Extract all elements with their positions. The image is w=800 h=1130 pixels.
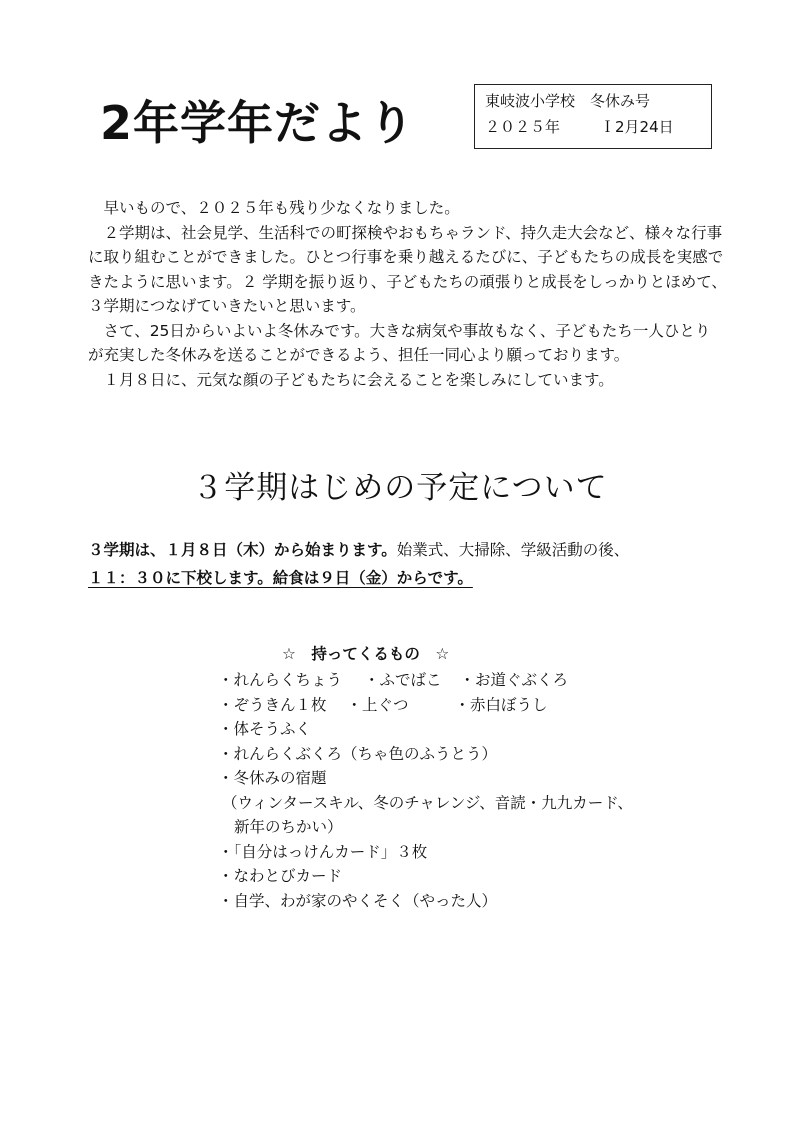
item-akashiro-boushi: ・赤白ぼうし	[454, 695, 548, 714]
school-issue: 東岐波小学校 冬休み号	[485, 92, 651, 110]
item-uwagutsu: ・上ぐつ	[346, 695, 409, 714]
list-item: ・冬休みの宿題	[218, 769, 327, 787]
bring-heading: ☆ 持ってくるもの ☆	[282, 645, 450, 663]
intro-text	[88, 196, 738, 392]
intro-paragraph: ２学期は、社会見学、生活科での町探検やおもちゃランド、持久走大会など、様々な行事	[103, 223, 723, 242]
issue-info-box	[474, 84, 712, 149]
list-item: ・自学、わが家のやくそく（やった人）	[218, 891, 498, 910]
intro-line: きたように思います。２ 学期を振り返り、子どもたちの頑張りと成長をしっかりとほめて、	[88, 272, 727, 291]
dismissal-note: １１：３０に下校します。給食は９日（金）からです。	[88, 569, 473, 587]
intro-paragraph: １月８日に、元気な顔の子どもたちに会えることを楽しみにしています。	[103, 370, 614, 389]
list-item-detail: 新年のちかい）	[234, 818, 343, 836]
intro-line: に取り組むことができました。ひとつ行事を乗り越えるたびに、子どもたちの成長を実感で	[88, 248, 724, 266]
list-item: ・なわとびカード	[218, 867, 343, 885]
list-item-detail: （ウィンタースキル、冬のチャレンジ、音読・九九カード、	[222, 793, 633, 812]
bring-list	[218, 668, 633, 913]
list-item: ・れんらくぶくろ（ちゃ色のふうとう）	[218, 744, 498, 763]
schedule-start: ３学期は、１月８日（木）から始まります。	[88, 541, 397, 559]
item-renrakucho: ・れんらくちょう	[218, 671, 343, 689]
list-item: ・体そうふく	[218, 720, 312, 738]
intro-paragraph: 早いもので、２０２５年も残り少なくなりました。	[103, 199, 460, 217]
item-dougubukuro: ・お道ぐぶくろ	[459, 671, 569, 689]
intro-line: が充実した冬休みを送ることができるよう、担任一同心より願っております。	[88, 346, 630, 364]
section-title: ３学期はじめの予定について	[192, 470, 608, 506]
item-zoukin: ・ぞうきん１枚	[218, 695, 327, 714]
list-item	[218, 693, 633, 718]
issue-date-row	[485, 116, 674, 137]
schedule-activities: 始業式、大掃除、学級活動の後、	[396, 541, 630, 559]
schedule-text	[88, 536, 738, 592]
list-item: ・「自分はっけんカード」３枚	[218, 842, 428, 861]
intro-line: ３学期につなげていきたいと思います。	[88, 297, 366, 315]
schedule-line-1	[88, 536, 738, 564]
intro-paragraph: さて、25日からいよいよ冬休みです。大きな病気や事故もなく、子どもたち一人ひとり	[103, 321, 711, 340]
schedule-line-2	[88, 564, 738, 592]
newsletter-title: 2年学年だより	[100, 96, 416, 150]
item-fudebako: ・ふでばこ	[364, 671, 442, 689]
issue-date: Ｉ2月24日	[600, 118, 674, 136]
list-item	[218, 668, 633, 693]
issue-year: ２０２５年	[485, 118, 561, 136]
